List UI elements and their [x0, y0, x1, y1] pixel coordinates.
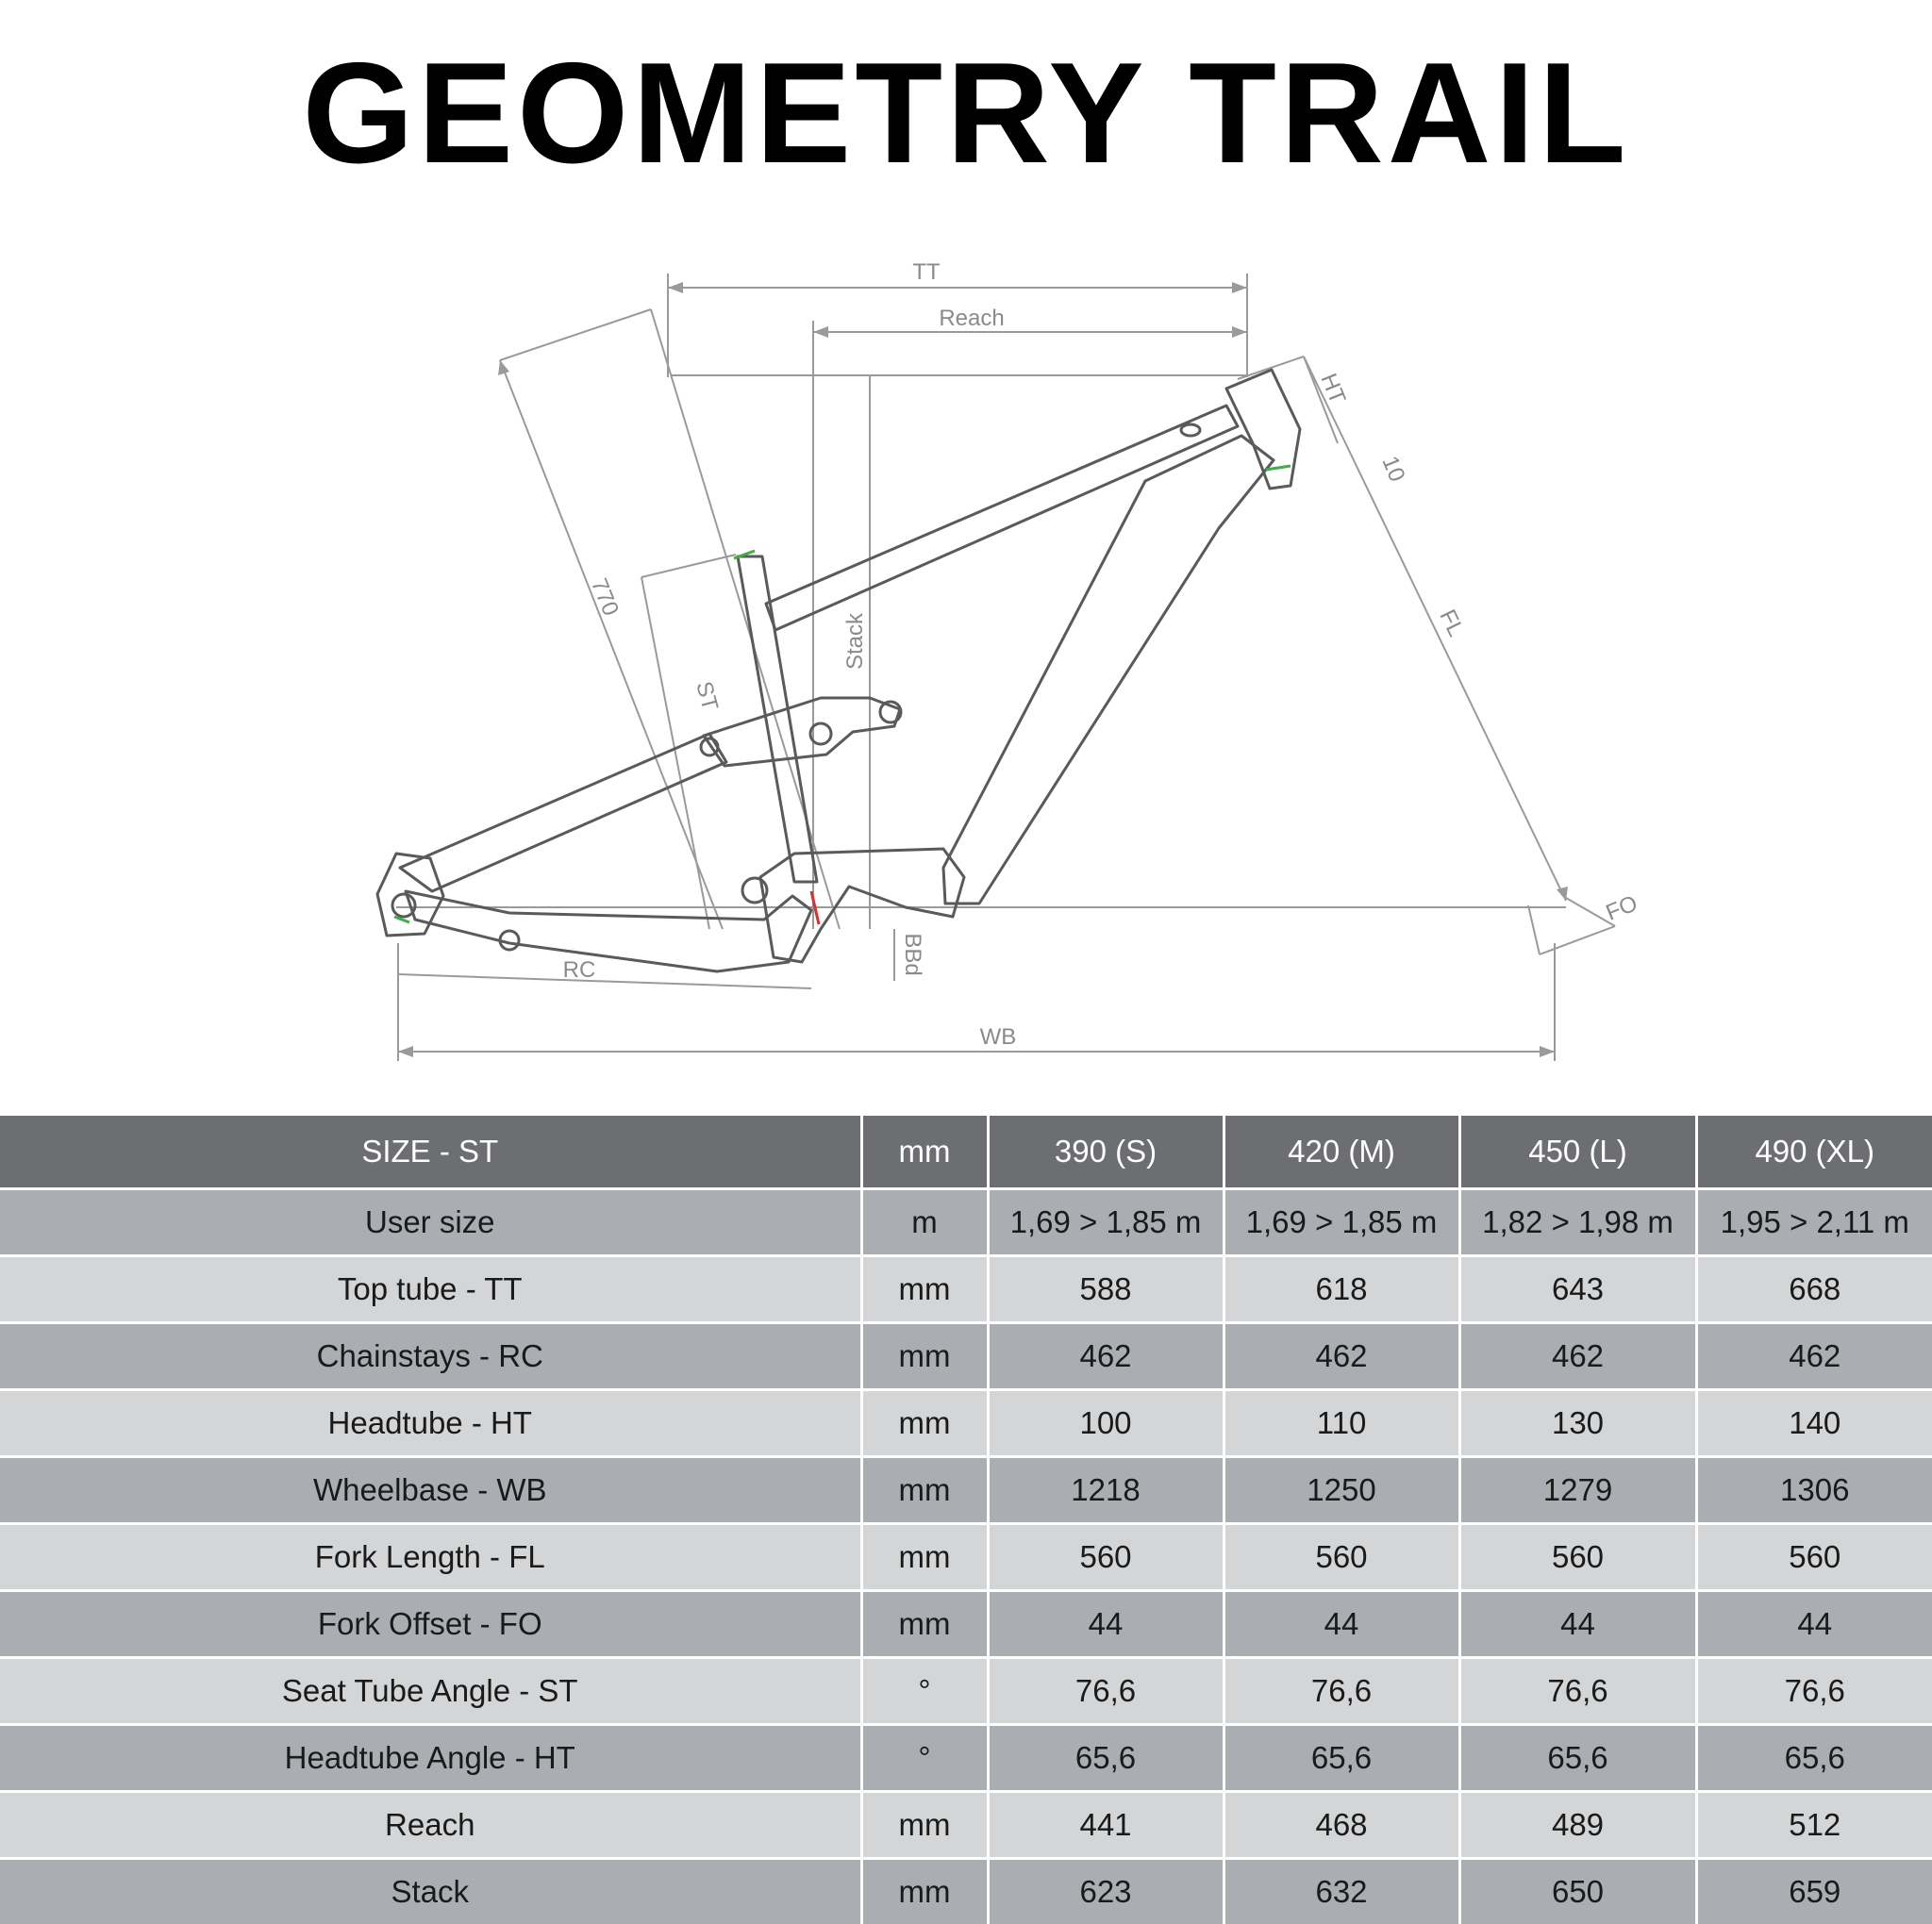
fo-left-extension	[1528, 905, 1540, 954]
value-cell: 140	[1696, 1390, 1932, 1457]
value-cell: 468	[1224, 1792, 1459, 1859]
unit-cell: mm	[861, 1390, 988, 1457]
header-size-xl: 490 (XL)	[1696, 1116, 1932, 1189]
label-fo: FO	[1603, 890, 1641, 926]
table-row	[0, 1591, 1932, 1658]
label-wb: WB	[980, 1024, 1017, 1050]
unit-cell: mm	[861, 1457, 988, 1524]
row-label: Seat Tube Angle - ST	[0, 1658, 861, 1725]
value-cell: 1,95 > 2,11 m	[1696, 1189, 1932, 1256]
value-cell: 100	[988, 1390, 1224, 1457]
value-cell: 1218	[988, 1457, 1224, 1524]
value-cell: 560	[1459, 1524, 1696, 1591]
value-cell: 76,6	[1696, 1658, 1932, 1725]
table-row	[0, 1457, 1932, 1524]
value-cell: 130	[1459, 1390, 1696, 1457]
header-size-st: SIZE - ST	[0, 1116, 861, 1189]
seat-axis-line	[651, 309, 840, 929]
row-label: Headtube Angle - HT	[0, 1725, 861, 1792]
value-cell: 44	[988, 1591, 1224, 1658]
row-label: Chainstays - RC	[0, 1323, 861, 1390]
top-tube	[766, 406, 1238, 630]
value-cell: 560	[1696, 1524, 1932, 1591]
unit-cell: °	[861, 1725, 988, 1792]
page-title: GEOMETRY TRAIL	[0, 41, 1932, 185]
seat-stay-pivot	[701, 738, 718, 755]
value-cell: 44	[1224, 1591, 1459, 1658]
header-size-l: 450 (L)	[1459, 1116, 1696, 1189]
value-cell: 1,69 > 1,85 m	[988, 1189, 1224, 1256]
value-cell: 560	[1224, 1524, 1459, 1591]
value-cell: 76,6	[1224, 1658, 1459, 1725]
row-label: Reach	[0, 1792, 861, 1859]
table-header-row	[0, 1116, 1932, 1189]
row-label: Headtube - HT	[0, 1390, 861, 1457]
headtube	[1226, 370, 1300, 489]
geometry-table	[0, 1116, 1932, 1924]
label-770: 770	[586, 575, 624, 620]
row-label: Top tube - TT	[0, 1256, 861, 1323]
label-reach: Reach	[939, 306, 1004, 331]
bike-frame	[377, 370, 1300, 971]
label-fl: FL	[1434, 605, 1469, 640]
st-dimension-line	[641, 577, 709, 929]
header-unit: mm	[861, 1116, 988, 1189]
value-cell: 65,6	[1696, 1725, 1932, 1792]
value-cell: 1306	[1696, 1457, 1932, 1524]
header-size-s: 390 (S)	[988, 1116, 1224, 1189]
table-row	[0, 1859, 1932, 1924]
value-cell: 76,6	[1459, 1658, 1696, 1725]
label-tt: TT	[912, 259, 941, 285]
label-rc: RC	[563, 957, 596, 983]
table-row	[0, 1725, 1932, 1792]
value-cell: 632	[1224, 1859, 1459, 1924]
table-row	[0, 1256, 1932, 1323]
value-cell: 618	[1224, 1256, 1459, 1323]
value-cell: 44	[1696, 1591, 1932, 1658]
unit-cell: mm	[861, 1256, 988, 1323]
unit-cell: mm	[861, 1323, 988, 1390]
fo-dimension-line	[1540, 926, 1615, 954]
seat-tube	[738, 556, 817, 882]
row-label: Fork Length - FL	[0, 1524, 861, 1591]
unit-cell: °	[861, 1658, 988, 1725]
table-row	[0, 1658, 1932, 1725]
fl-dimension-line	[1304, 357, 1566, 901]
value-cell: 441	[988, 1792, 1224, 1859]
row-label: Wheelbase - WB	[0, 1457, 861, 1524]
label-stack: Stack	[842, 612, 868, 670]
table-body	[0, 1189, 1932, 1924]
value-cell: 560	[988, 1524, 1224, 1591]
unit-cell: mm	[861, 1524, 988, 1591]
value-cell: 462	[988, 1323, 1224, 1390]
label-ht: HT	[1315, 370, 1350, 407]
value-cell: 588	[988, 1256, 1224, 1323]
table-row	[0, 1189, 1932, 1256]
value-cell: 489	[1459, 1792, 1696, 1859]
header-size-m: 420 (M)	[1224, 1116, 1459, 1189]
value-cell: 1,82 > 1,98 m	[1459, 1189, 1696, 1256]
770-dimension-line	[500, 360, 723, 929]
row-label: Fork Offset - FO	[0, 1591, 861, 1658]
table-row	[0, 1524, 1932, 1591]
unit-cell: mm	[861, 1792, 988, 1859]
value-cell: 1250	[1224, 1457, 1459, 1524]
value-cell: 110	[1224, 1390, 1459, 1457]
angle-accents	[394, 466, 1291, 924]
row-label: User size	[0, 1189, 861, 1256]
st-top-extension	[641, 555, 736, 577]
label-bbd: BBd	[900, 933, 925, 975]
value-cell: 668	[1696, 1256, 1932, 1323]
dimension-arrowheads	[398, 282, 1568, 1057]
value-cell: 65,6	[988, 1725, 1224, 1792]
table-row	[0, 1323, 1932, 1390]
value-cell: 1,69 > 1,85 m	[1224, 1189, 1459, 1256]
value-cell: 659	[1696, 1859, 1932, 1924]
row-label: Stack	[0, 1859, 861, 1924]
value-cell: 65,6	[1459, 1725, 1696, 1792]
value-cell: 462	[1459, 1323, 1696, 1390]
unit-cell: m	[861, 1189, 988, 1256]
value-cell: 462	[1224, 1323, 1459, 1390]
value-cell: 462	[1696, 1323, 1932, 1390]
unit-cell: mm	[861, 1591, 988, 1658]
table-row	[0, 1792, 1932, 1859]
value-cell: 643	[1459, 1256, 1696, 1323]
label-10: 10	[1376, 453, 1409, 486]
value-cell: 44	[1459, 1591, 1696, 1658]
value-cell: 623	[988, 1859, 1224, 1924]
rc-dimension-line	[398, 974, 811, 988]
dimension-lines	[396, 274, 1615, 1061]
value-cell: 512	[1696, 1792, 1932, 1859]
value-cell: 76,6	[988, 1658, 1224, 1725]
label-st: ST	[691, 679, 723, 714]
cable-port	[1181, 424, 1200, 436]
770-top-extension	[500, 309, 651, 360]
value-cell: 65,6	[1224, 1725, 1459, 1792]
value-cell: 650	[1459, 1859, 1696, 1924]
value-cell: 1279	[1459, 1457, 1696, 1524]
table-row	[0, 1390, 1932, 1457]
unit-cell: mm	[861, 1859, 988, 1924]
